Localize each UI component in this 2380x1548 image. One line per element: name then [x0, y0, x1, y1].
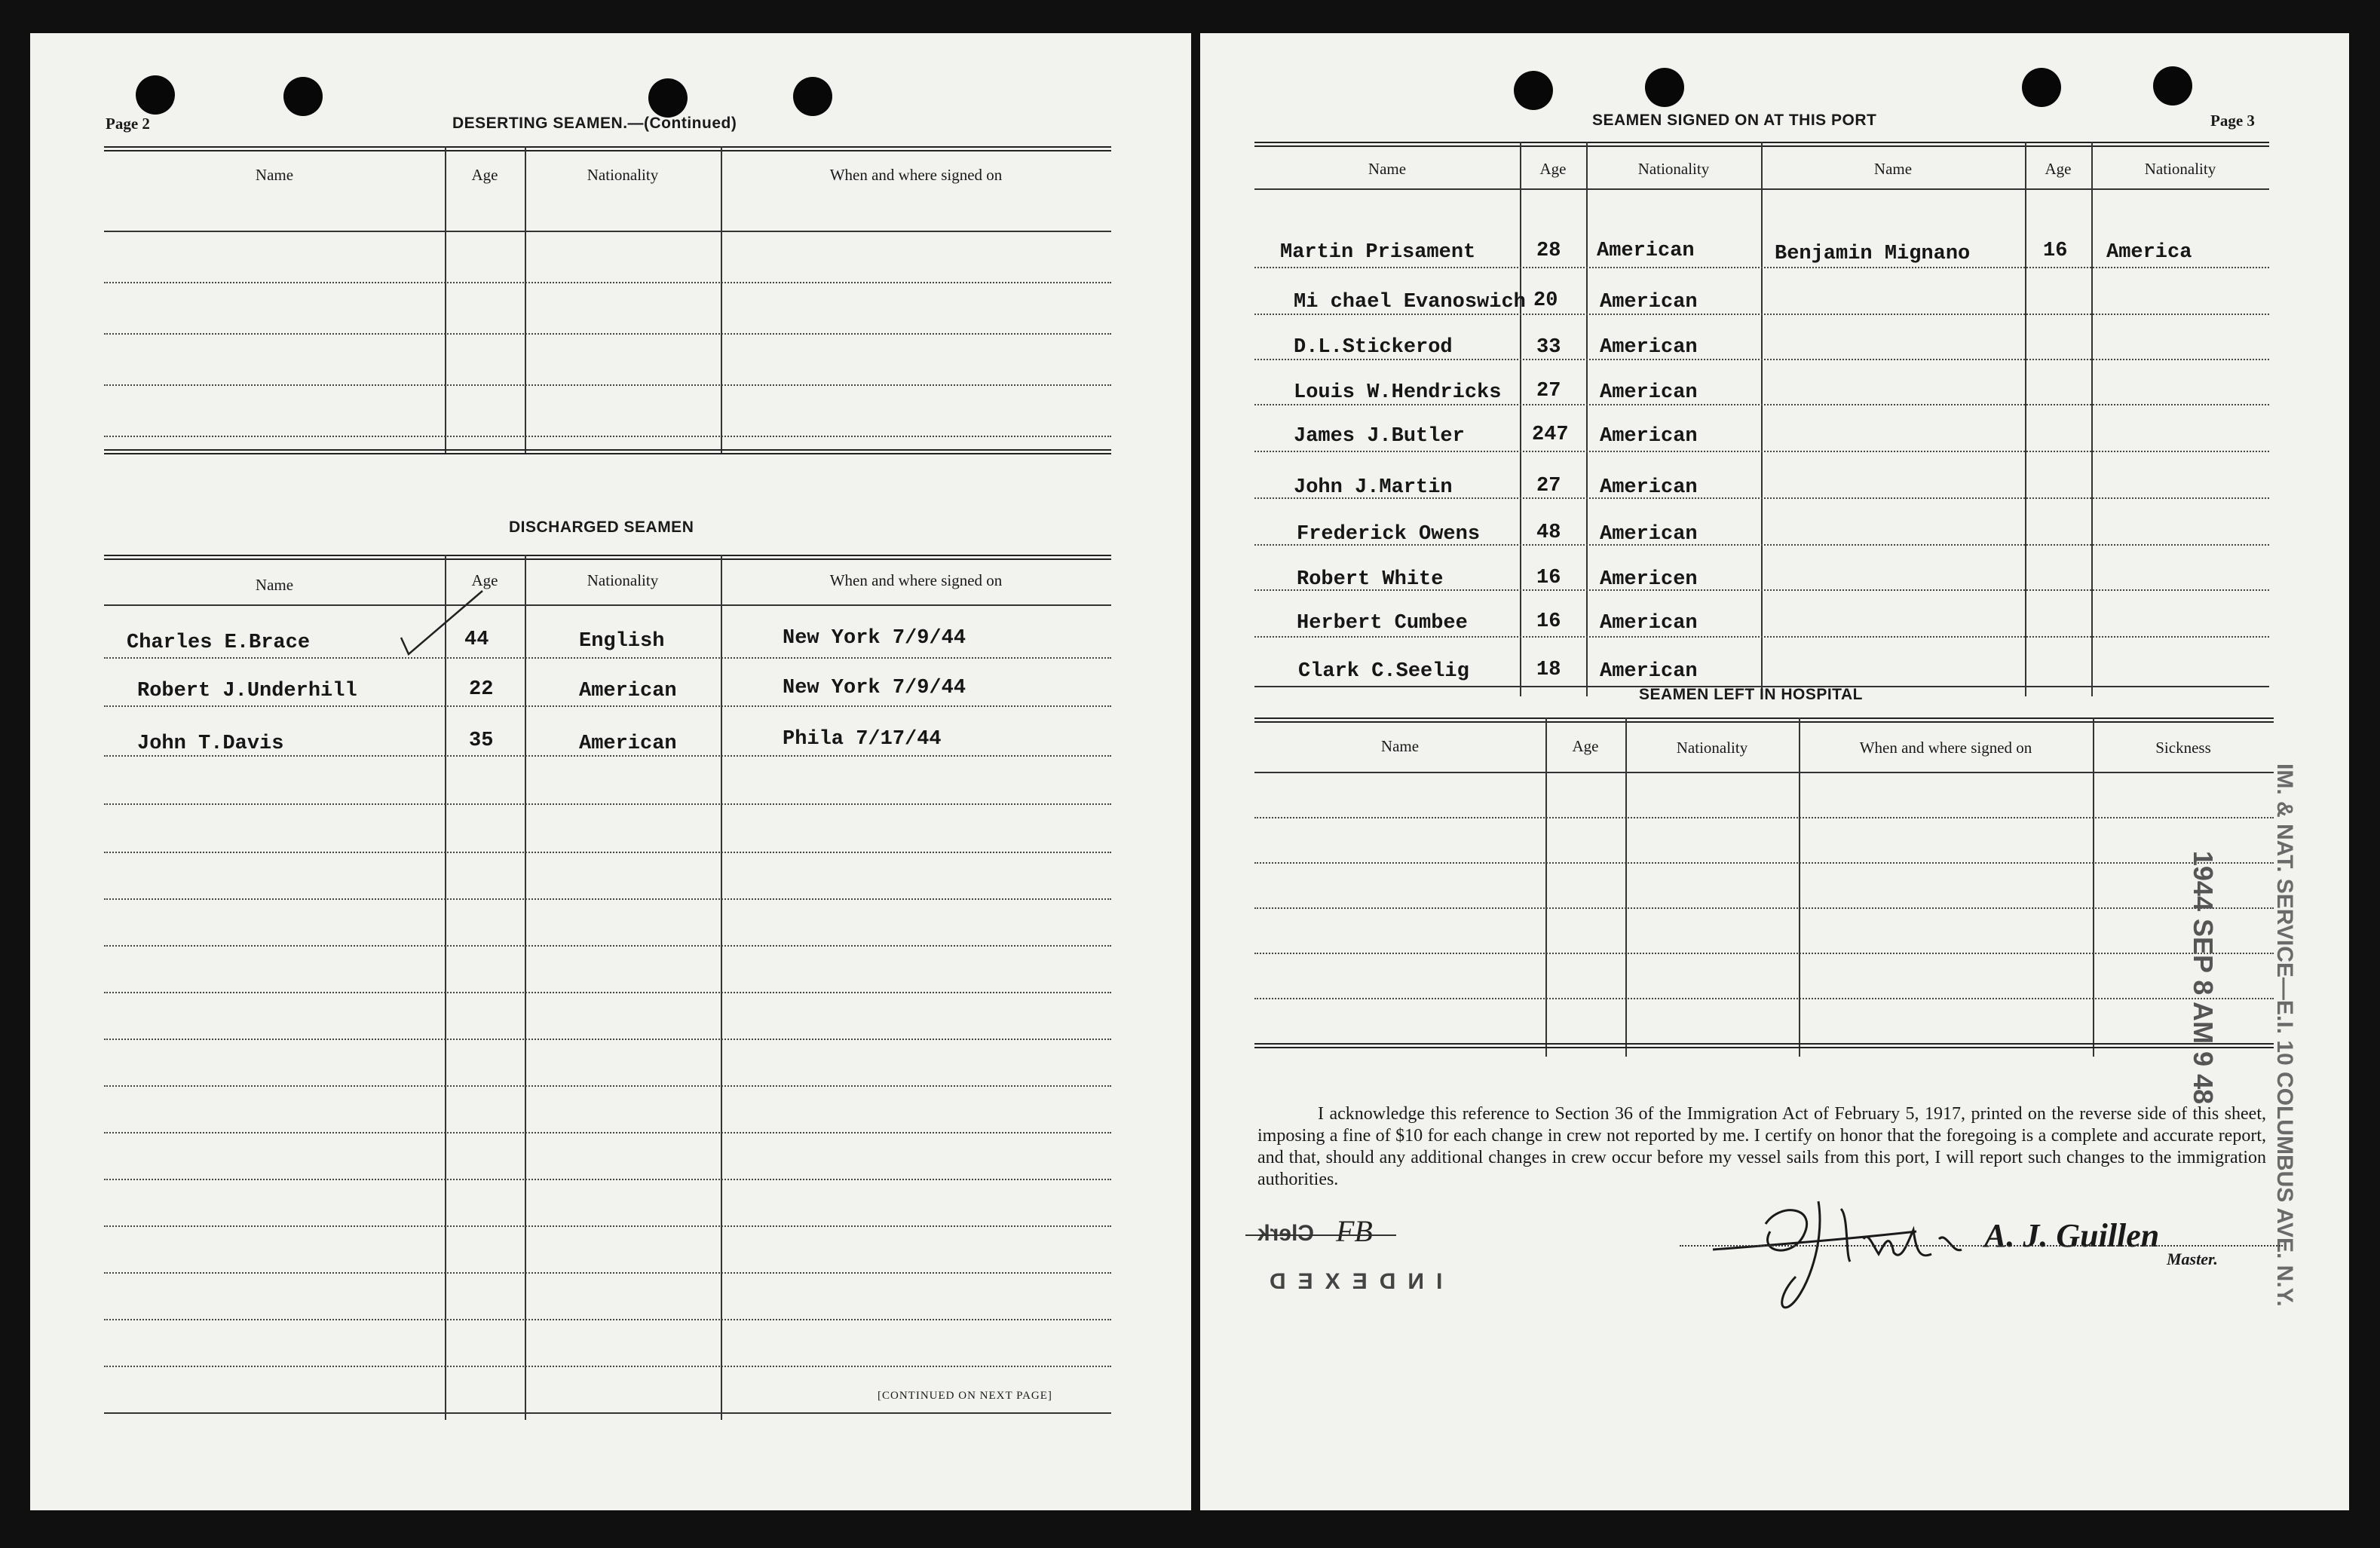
signed-on-name: D.L.Stickerod: [1294, 336, 1453, 359]
indexed-stamp: INDEXED: [1257, 1269, 1443, 1294]
signed-on-nationality: American: [1600, 660, 1698, 683]
punch-hole: [1514, 71, 1553, 110]
signed-on-name: Louis W.Hendricks: [1294, 381, 1502, 404]
discharged-name: Charles E.Brace: [127, 632, 311, 654]
col-header-name: Name: [1368, 160, 1407, 178]
signed-on-age: 18: [1536, 659, 1561, 681]
signed-on-age: 16: [1536, 610, 1561, 633]
right-page: [1200, 33, 2349, 1510]
discharged-name: Robert J.Underhill: [137, 680, 357, 702]
signed-on-nationality: American: [1600, 381, 1698, 404]
hospital-table: [1254, 717, 2274, 1094]
signature-line: [1680, 1245, 2283, 1247]
punch-hole: [1645, 68, 1684, 107]
signed-on-age: 28: [1536, 240, 1561, 262]
col-header-nationality: Nationality: [587, 571, 659, 589]
page-number: Page 2: [106, 115, 150, 133]
col-header-age: Age: [471, 166, 498, 184]
deserting-title: DESERTING SEAMEN.—(Continued): [452, 115, 737, 132]
signed-on-nationality-2: America: [2106, 241, 2192, 264]
acknowledgement-text: I acknowledge this reference to Section 36 of the Immigration Act of February 5, 1917, printed on the reverse side of this sheet, imposing a fine of $10 for each change in crew not reported by me. I certify on honor that the foregoing is a complete and accurate report, and that, should any additional changes in crew occur before my vessel sails from this port, I will report such changes to the immigration authorities.: [1257, 1104, 2266, 1189]
continued-note: [CONTINUED ON NEXT PAGE]: [878, 1390, 1052, 1402]
discharged-nationality: American: [579, 733, 677, 755]
signed-on-nationality: American: [1600, 425, 1698, 448]
col-header-nationality: Nationality: [587, 166, 659, 184]
col-header-name: Name: [255, 166, 294, 184]
punch-hole: [136, 75, 175, 115]
discharged-table: [104, 555, 1111, 1421]
clerk-line: [1245, 1234, 1396, 1236]
punch-hole: [648, 78, 688, 118]
discharged-age: 44: [464, 629, 489, 651]
discharged-age: 35: [469, 730, 494, 752]
signed-on-nationality: American: [1600, 612, 1698, 635]
discharged-age: 22: [469, 678, 494, 701]
signed-on-name: Frederick Owens: [1297, 523, 1481, 546]
signed-on-age: 247: [1532, 424, 1569, 446]
master-label: Master.: [2167, 1250, 2218, 1268]
signed-on-name: Martin Prisament: [1280, 241, 1476, 264]
col-header-nationality: Nationality: [1637, 160, 1710, 178]
signed-on-age: 27: [1536, 475, 1561, 497]
deserting-table: [104, 146, 1111, 493]
clerk-stamp: Clerk: [1257, 1221, 1315, 1246]
punch-hole: [2153, 66, 2192, 106]
signed-on-table: [1254, 142, 2269, 699]
discharged-signed-on: Phila 7/17/44: [783, 728, 942, 751]
discharged-title: DISCHARGED SEAMEN: [509, 519, 694, 536]
signed-on-age: 27: [1536, 380, 1561, 402]
col-header-nationality-2: Nationality: [2144, 160, 2216, 178]
discharged-nationality: English: [579, 630, 665, 653]
col-header-age: Age: [471, 571, 498, 589]
punch-hole: [2022, 68, 2061, 107]
signed-on-nationality: Americen: [1600, 568, 1698, 591]
col-header-name: Name: [255, 576, 294, 594]
signed-on-name: Robert White: [1297, 568, 1444, 591]
signed-on-nationality: American: [1600, 336, 1698, 359]
col-header-signed-on: When and where signed on: [829, 571, 1003, 589]
signed-on-nationality: American: [1600, 476, 1698, 499]
signed-on-age-2: 16: [2043, 240, 2068, 262]
signed-on-age: 20: [1533, 289, 1558, 312]
discharged-nationality: American: [579, 680, 677, 702]
hospital-title: SEAMEN LEFT IN HOSPITAL: [1639, 686, 1863, 703]
col-header-age: Age: [1539, 160, 1567, 178]
discharged-signed-on: New York 7/9/44: [783, 627, 966, 650]
col-header-name-2: Name: [1873, 160, 1913, 178]
signed-on-name-2: Benjamin Mignano: [1775, 243, 1971, 265]
col-header-signed-on: When and where signed on: [829, 166, 1003, 184]
signed-on-name: James J.Butler: [1294, 425, 1465, 448]
col-header-nationality: Nationality: [1676, 739, 1748, 757]
signed-on-name: Clark C.Seelig: [1298, 660, 1469, 683]
signed-on-title: SEAMEN SIGNED ON AT THIS PORT: [1592, 112, 1877, 129]
discharged-signed-on: New York 7/9/44: [783, 677, 966, 699]
col-header-name: Name: [1380, 737, 1420, 755]
punch-hole: [793, 77, 832, 116]
signed-on-name: Herbert Cumbee: [1297, 612, 1468, 635]
clerk-mark: FB: [1336, 1214, 1373, 1248]
signed-on-age: 48: [1536, 522, 1561, 544]
service-stamp: IM. & NAT. SERVICE—E.I. 10 COLUMBUS AVE. N.Y.: [2272, 763, 2297, 1307]
date-stamp: 1944 SEP 8 AM 9 48: [2188, 850, 2219, 1105]
punch-hole: [283, 77, 323, 116]
signed-on-name: John J.Martin: [1294, 476, 1453, 499]
signed-on-name: Mi chael Evanoswich: [1294, 291, 1526, 314]
col-header-signed-on: When and where signed on: [1859, 739, 2032, 757]
signed-on-nationality: American: [1600, 523, 1698, 546]
col-header-sickness: Sickness: [2155, 739, 2211, 757]
signed-on-age: 33: [1536, 336, 1561, 359]
signature-text: A. J. Guillen: [1984, 1217, 2160, 1254]
col-header-age-2: Age: [2045, 160, 2072, 178]
col-header-age: Age: [1572, 737, 1599, 755]
discharged-name: John T.Davis: [137, 733, 284, 755]
page-number: Page 3: [2210, 112, 2255, 130]
signed-on-age: 16: [1536, 567, 1561, 589]
signed-on-nationality: American: [1597, 240, 1695, 262]
signed-on-nationality: American: [1600, 291, 1698, 314]
check-mark-icon: [398, 585, 489, 660]
left-page: [30, 33, 1191, 1510]
